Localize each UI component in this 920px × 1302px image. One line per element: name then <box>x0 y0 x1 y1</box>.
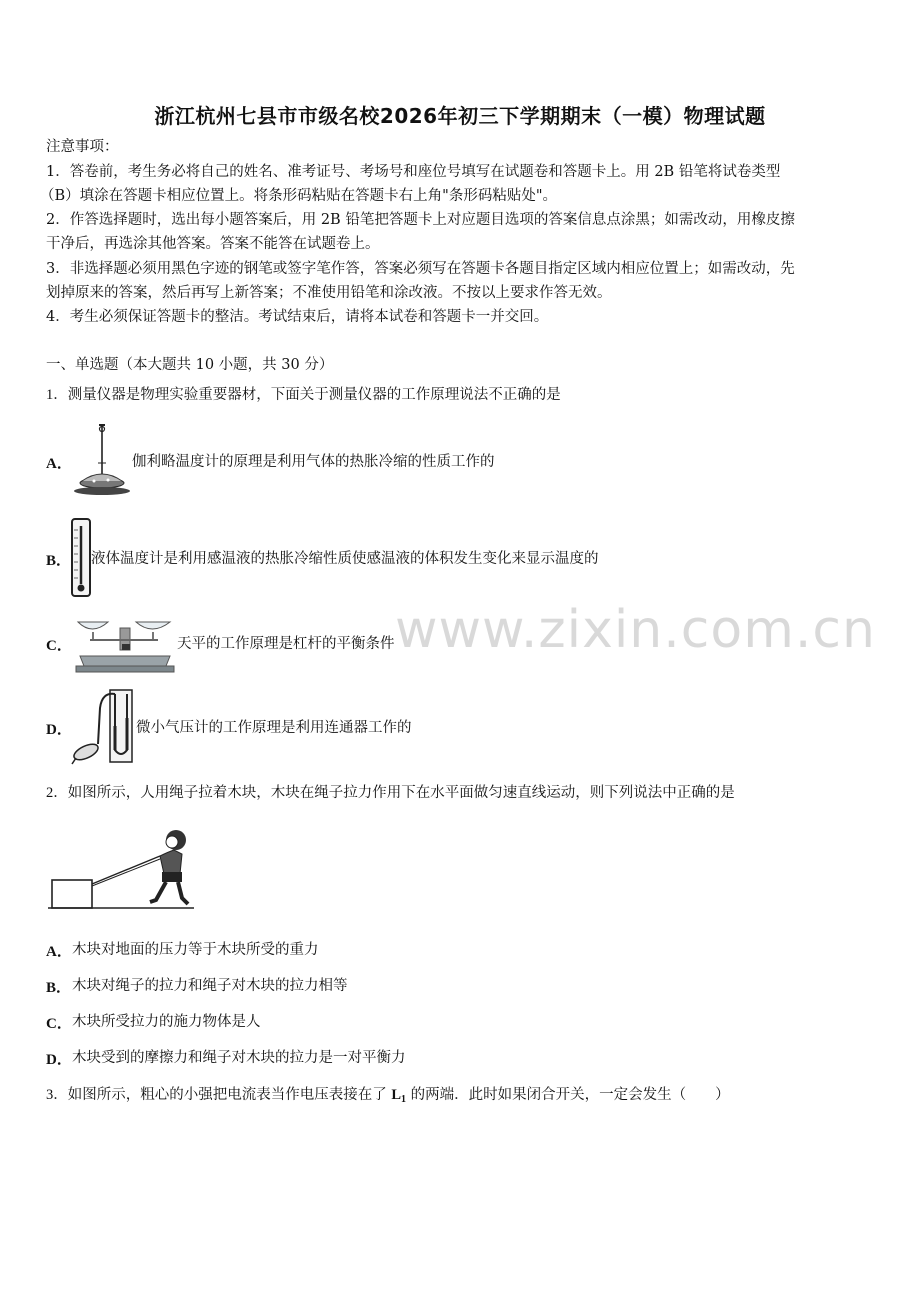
q2-option-c-text: 木块所受拉力的施力物体是人 <box>72 1014 261 1030</box>
notice-item-2b: 干净后，再选涂其他答案。答案不能答在试题卷上。 <box>46 236 380 252</box>
question-number: 1． <box>46 387 68 403</box>
watermark: www.zixin.com.cn <box>395 600 876 660</box>
q2-option-d-letter: D． <box>46 1052 72 1068</box>
question-text-a: 如图所示，粗心的小强把电流表当作电压表接在了 <box>67 1087 392 1103</box>
exam-title: 浙江杭州七县市市级名校2026年初三下学期期末（一模）物理试题 <box>154 104 766 128</box>
q2-option-a-letter: A． <box>46 944 72 960</box>
notice-heading: 注意事项： <box>46 139 119 155</box>
notice-item-3a: 3．非选择题必须用黑色字迹的钢笔或签字笔作答，答案必须写在答题卡各题目指定区域内相应位置上；如需改动，先 <box>46 261 795 277</box>
option-d-letter: D． <box>46 722 72 738</box>
lamp-label: $L_1$ <box>391 1087 407 1105</box>
question-1 <box>46 385 561 405</box>
option-c-text: 天平的工作原理是杠杆的平衡条件 <box>177 636 395 652</box>
question-2 <box>46 783 735 803</box>
notice-item-1b: （B）填涂在答题卡相应位置上。将条形码粘贴在答题卡右上角"条形码粘贴处"。 <box>40 188 557 204</box>
question-text: 测量仪器是物理实验重要器材，下面关于测量仪器的工作原理说法不正确的是 <box>67 387 561 403</box>
section-heading: 一、单选题（本大题共 10 小题，共 30 分） <box>46 357 334 373</box>
option-c-letter: C． <box>46 638 72 654</box>
notice-item-1a: 1．答卷前，考生务必将自己的姓名、准考证号、考场号和座位号填写在试题卷和答题卡上。用 2B 铅笔将试卷类型 <box>46 164 781 180</box>
notice-item-3b: 划掉原来的答案，然后再写上新答案；不准使用铅笔和涂改液。不按以上要求作答无效。 <box>46 285 612 301</box>
q2-option-b-text: 木块对绳子的拉力和绳子对木块的拉力相等 <box>72 978 348 994</box>
person-pulling-block-image <box>48 828 198 912</box>
q2-option-b-letter: B． <box>46 980 72 996</box>
question-number: 2． <box>46 785 68 801</box>
liquid-thermometer-image <box>70 518 92 598</box>
balance-scale-image <box>72 608 178 678</box>
pressure-gauge-image <box>70 688 136 766</box>
q2-option-d-text: 木块受到的摩擦力和绳子对木块的拉力是一对平衡力 <box>72 1050 406 1066</box>
question-text: 如图所示，人用绳子拉着木块，木块在绳子拉力作用下在水平面做匀速直线运动，则下列说法中正确的是 <box>67 785 735 801</box>
question-3 <box>46 1085 730 1110</box>
option-b-letter: B． <box>46 553 72 569</box>
galileo-thermometer-image <box>72 423 132 499</box>
notice-item-2a: 2．作答选择题时，选出每小题答案后，用 2B 铅笔把答题卡上对应题目选项的答案信息点涂黑；如需改动，用橡皮擦 <box>46 212 795 228</box>
question-number: 3． <box>46 1087 68 1103</box>
notice-item-4: 4．考生必须保证答题卡的整洁。考试结束后，请将本试卷和答题卡一并交回。 <box>46 309 549 325</box>
option-b-text: 液体温度计是利用感温液的热胀冷缩性质使感温液的体积发生变化来显示温度的 <box>91 551 599 567</box>
question-text-b: 的两端．此时如果闭合开关，一定会发生（ ） <box>406 1087 730 1103</box>
q2-option-a-text: 木块对地面的压力等于木块所受的重力 <box>72 942 319 958</box>
option-a-letter: A． <box>46 456 72 472</box>
q2-option-c-letter: C． <box>46 1016 72 1032</box>
option-d-text: 微小气压计的工作原理是利用连通器工作的 <box>136 720 412 736</box>
option-a-text: 伽利略温度计的原理是利用气体的热胀冷缩的性质工作的 <box>132 454 495 470</box>
